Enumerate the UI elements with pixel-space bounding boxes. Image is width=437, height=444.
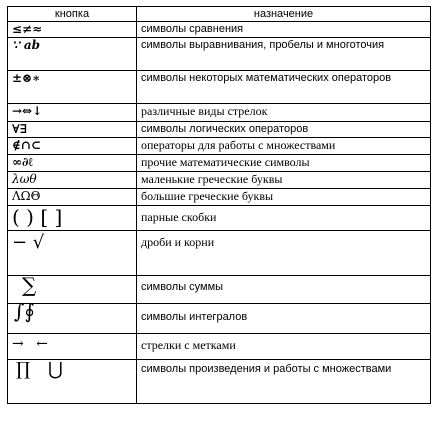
purpose-cell: символы произведения и работы с множествами	[137, 360, 431, 404]
purpose-cell: символы интегралов	[137, 304, 431, 334]
table-row	[8, 231, 431, 276]
button-symbols-cell: ∉∩⊂	[8, 138, 137, 155]
table-row	[8, 276, 431, 304]
table-row	[8, 206, 431, 231]
button-symbols-cell: ≤≠≈	[8, 22, 137, 38]
purpose-cell: операторы для работы с множествами	[137, 138, 431, 155]
labeled-arrow-symbols: → ←	[12, 336, 52, 352]
integral-symbols: ∫∮	[14, 299, 35, 323]
table-row	[8, 104, 431, 122]
sum-symbol: ∑	[22, 273, 37, 297]
button-symbols-cell: ΛΩΘ	[8, 189, 137, 206]
purpose-cell: символы некоторых математических операторов	[137, 71, 431, 104]
purpose-cell: маленькие греческие буквы	[137, 172, 431, 189]
button-symbols-cell: ∀∃	[8, 122, 137, 138]
template-buttons-table	[7, 6, 431, 404]
button-symbols-cell	[8, 334, 137, 360]
table-row	[8, 189, 431, 206]
purpose-cell: различные виды стрелок	[137, 104, 431, 122]
button-symbols-cell	[8, 299, 137, 334]
purpose-cell: большие греческие буквы	[137, 189, 431, 206]
purpose-cell: символы логических операторов	[137, 122, 431, 138]
table-row	[8, 71, 431, 104]
table-row	[8, 155, 431, 172]
table-row	[8, 138, 431, 155]
fraction-root-symbols: − √	[12, 232, 45, 253]
purpose-cell: парные скобки	[137, 206, 431, 231]
table-header-row	[8, 7, 431, 22]
button-symbols-cell	[8, 231, 137, 276]
button-symbols-cell	[8, 206, 137, 231]
purpose-cell: дроби и корни	[137, 231, 431, 276]
purpose-cell: символы сравнения	[137, 22, 431, 38]
button-symbols-cell: →⇔↓	[8, 104, 137, 122]
purpose-cell: стрелки с метками	[137, 334, 431, 360]
column-header-button: кнопка	[8, 7, 137, 22]
table-row	[8, 38, 431, 71]
table-row	[8, 172, 431, 189]
bracket-symbols: ( ) [ ]	[12, 205, 63, 229]
purpose-cell: символы выравнивания, пробелы и многоточия	[137, 38, 431, 71]
table-row	[8, 304, 431, 334]
purpose-cell: символы суммы	[137, 276, 431, 304]
table-row	[8, 360, 431, 404]
button-symbols-cell: ±⊗∗	[8, 71, 137, 104]
button-symbols-cell	[8, 360, 137, 404]
column-header-purpose: назначение	[137, 7, 431, 22]
table-row	[8, 22, 431, 38]
table-row	[8, 334, 431, 360]
button-symbols-cell: λωθ	[8, 172, 137, 189]
table-row	[8, 122, 431, 138]
button-symbols-cell: ∵ ab	[8, 38, 137, 71]
product-union-symbols: ∏ ⋃	[16, 359, 69, 380]
purpose-cell: прочие математические символы	[137, 155, 431, 172]
button-symbols-cell: ∞∂ℓ	[8, 155, 137, 172]
